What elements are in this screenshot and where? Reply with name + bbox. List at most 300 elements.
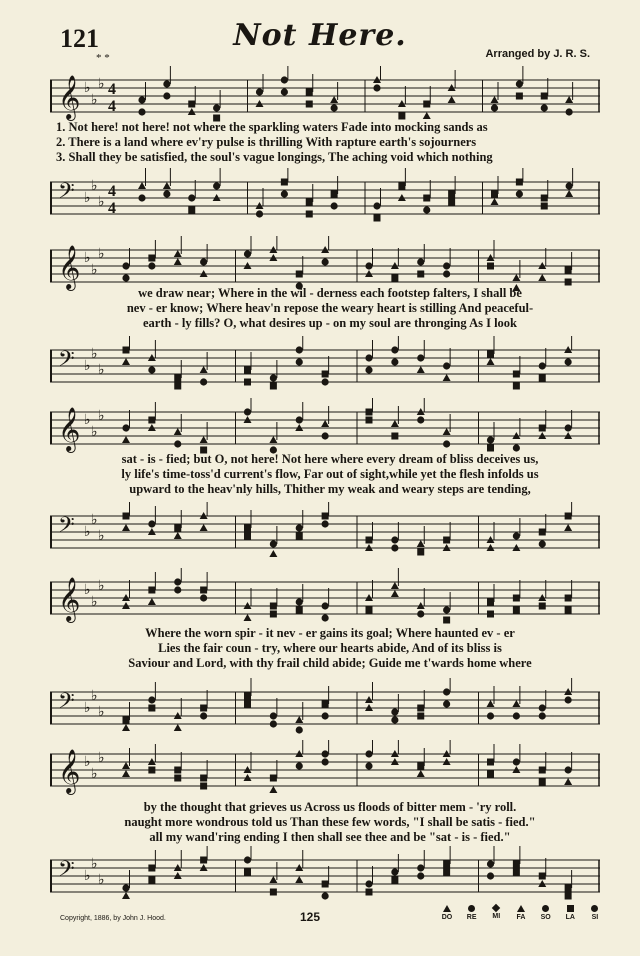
note-head	[365, 354, 372, 361]
note-head	[148, 696, 155, 703]
note-head	[443, 428, 451, 435]
note-head	[331, 202, 338, 209]
note-head	[565, 696, 572, 703]
note-head	[148, 767, 155, 774]
lyric-verse-1: Where the worn spir - it nev - er gains its goal; Where haunted ev - er	[145, 626, 515, 640]
note-head	[295, 876, 303, 883]
note-head	[122, 884, 129, 891]
note-head	[174, 383, 181, 390]
note-head	[398, 183, 405, 190]
note-head	[391, 582, 399, 589]
solfa-legend	[436, 905, 606, 921]
note-head	[487, 263, 494, 270]
note-head	[306, 199, 313, 206]
note-head	[306, 101, 313, 108]
treble-staff-2	[50, 236, 600, 292]
note-head	[322, 892, 329, 899]
note-head	[443, 700, 450, 707]
note-head	[200, 775, 207, 782]
copyright-notice: Copyright, 1886, by John J. Hood.	[60, 915, 166, 922]
note-head	[200, 258, 207, 265]
bass-staff-2	[50, 336, 600, 392]
flat-icon: ♭	[98, 872, 105, 888]
note-head	[322, 750, 329, 757]
note-head	[270, 720, 277, 727]
note-head	[122, 358, 130, 365]
note-head	[417, 763, 424, 770]
note-head	[565, 424, 572, 431]
note-head	[244, 869, 251, 876]
note-head	[513, 532, 520, 539]
lyric-verse-1: 1. Not here! not here! not where the sparkling waters Fade into mocking sands as	[56, 120, 488, 134]
note-head	[148, 598, 156, 605]
flat-icon: ♭	[91, 688, 98, 704]
note-head	[391, 544, 398, 551]
note-head	[513, 595, 520, 602]
note-head	[391, 420, 399, 427]
note-head	[487, 860, 494, 867]
note-head	[366, 409, 373, 416]
note-head	[244, 701, 251, 708]
note-head	[188, 101, 195, 108]
note-head	[122, 892, 130, 899]
note-head	[487, 358, 495, 365]
note-head	[148, 705, 155, 712]
note-head	[374, 215, 381, 222]
note-head	[365, 762, 372, 769]
note-head	[322, 602, 329, 609]
note-head	[513, 607, 520, 614]
note-head	[539, 529, 546, 536]
round-note-icon	[542, 905, 549, 912]
note-head	[417, 540, 425, 547]
flat-icon: ♭	[91, 178, 98, 194]
solfa-si: SI	[584, 905, 606, 921]
note-head	[306, 89, 313, 96]
note-head	[443, 440, 450, 447]
note-head	[148, 417, 155, 424]
flat-icon: ♭	[84, 190, 91, 206]
note-head	[491, 96, 499, 103]
bass-staff-3	[50, 502, 600, 558]
note-head	[200, 857, 207, 864]
note-head	[295, 716, 303, 723]
note-head	[443, 688, 450, 695]
note-head	[123, 717, 130, 724]
note-head	[566, 108, 573, 115]
note-head	[366, 889, 373, 896]
note-head	[244, 525, 251, 532]
lyric-verse-2: Lies the fair coun - try, where our hearts abide, And of its bliss is	[158, 641, 502, 655]
note-head	[122, 262, 129, 269]
flat-icon: ♭	[91, 262, 98, 278]
note-head	[296, 271, 303, 278]
flat-icon: ♭	[91, 594, 98, 610]
lyric-verse-1: sat - is - fied; but O, not here! Not here where every dream of bliss deceives us,	[121, 452, 539, 466]
note-head	[513, 861, 520, 868]
note-head	[391, 716, 398, 723]
note-head	[539, 603, 546, 610]
note-head	[270, 889, 277, 896]
note-head	[148, 366, 155, 373]
note-head	[122, 770, 130, 777]
flat-icon: ♭	[98, 76, 105, 92]
time-signature-bottom: 4	[108, 98, 116, 115]
solfa-fa: FA	[510, 905, 532, 921]
note-head	[538, 274, 546, 281]
treble-clef-icon: 𝄞	[58, 577, 81, 621]
note-head	[296, 416, 303, 423]
note-head	[148, 255, 155, 262]
note-head	[122, 724, 130, 731]
note-head	[296, 762, 303, 769]
hymn-title: Not Here.	[233, 18, 407, 53]
note-head	[296, 598, 303, 605]
note-head	[148, 865, 155, 872]
note-head	[163, 182, 171, 189]
round-note-icon	[591, 905, 598, 912]
note-head	[391, 708, 398, 715]
note-head	[391, 868, 398, 875]
note-head	[443, 617, 450, 624]
note-head	[366, 537, 373, 544]
note-head	[565, 96, 573, 103]
note-head	[270, 611, 277, 618]
note-head	[331, 191, 338, 198]
note-head	[123, 513, 130, 520]
note-head	[322, 520, 329, 527]
flat-icon: ♭	[98, 578, 105, 594]
note-head	[296, 607, 303, 614]
time-signature-top: 4	[108, 81, 116, 98]
note-head	[423, 195, 430, 202]
note-head	[443, 362, 450, 369]
note-head	[322, 432, 329, 439]
note-head	[487, 445, 494, 452]
note-head	[296, 533, 303, 540]
treble-staff-5	[50, 740, 600, 796]
note-head	[443, 869, 450, 876]
note-head	[244, 533, 251, 540]
note-head	[138, 108, 145, 115]
note-head	[322, 712, 329, 719]
note-head	[213, 104, 220, 111]
lyric-verse-3: earth - ly fills? O, what desires up - on my soul are thronging As I look	[143, 316, 517, 330]
note-head	[513, 712, 520, 719]
lyrics-system-4	[56, 626, 604, 671]
note-head	[322, 758, 329, 765]
note-head	[200, 366, 208, 373]
note-head	[516, 80, 523, 87]
note-head	[174, 775, 181, 782]
note-head	[391, 536, 398, 543]
treble-clef-icon: 𝄞	[58, 407, 81, 451]
treble-staff-3	[50, 398, 600, 454]
note-head	[487, 436, 494, 443]
note-head	[269, 876, 277, 883]
note-head	[270, 383, 277, 390]
note-head	[423, 101, 430, 108]
treble-clef-icon: 𝄞	[58, 75, 81, 119]
lyric-verse-3: upward to the heav'nly hills, Thither my weak and weary steps are tending,	[129, 482, 531, 496]
flat-icon: ♭	[98, 194, 105, 210]
note-head	[365, 262, 372, 269]
note-head	[513, 383, 520, 390]
note-head	[417, 549, 424, 556]
flat-icon: ♭	[98, 246, 105, 262]
note-head	[244, 250, 251, 257]
bass-clef-icon: 𝄢	[58, 347, 75, 377]
lyric-verse-1: we draw near; Where in the wil - derness each footstep falters, I shall be	[138, 286, 522, 300]
note-head	[244, 408, 251, 415]
note-head	[366, 607, 373, 614]
note-head	[244, 693, 251, 700]
note-head	[148, 877, 155, 884]
note-head	[487, 599, 494, 606]
note-head	[122, 436, 130, 443]
note-head	[200, 436, 208, 443]
note-head	[417, 258, 424, 265]
note-head	[487, 771, 494, 778]
flat-icon: ♭	[84, 582, 91, 598]
lyric-verse-2: naught more wondrous told us Than these few words, "I shall be satis - fied."	[124, 815, 536, 829]
note-head	[565, 513, 572, 520]
note-head	[539, 375, 546, 382]
treble-staff-1	[50, 66, 600, 122]
note-head	[281, 88, 288, 95]
bass-clef-icon: 𝄢	[58, 857, 75, 887]
bass-clef-icon: 𝄢	[58, 179, 75, 209]
note-head	[423, 112, 431, 119]
note-head	[417, 354, 424, 361]
flat-icon: ♭	[84, 524, 91, 540]
note-head	[539, 712, 546, 719]
note-head	[163, 80, 170, 87]
solfa-do: DO	[436, 905, 458, 921]
note-head	[188, 194, 195, 201]
flat-icon: ♭	[84, 412, 91, 428]
note-head	[331, 104, 338, 111]
note-head	[541, 104, 548, 111]
note-head	[200, 712, 207, 719]
bass-staff-1	[50, 168, 600, 224]
note-head	[487, 351, 494, 358]
note-head	[174, 258, 182, 265]
lyric-verse-1: by the thought that grieves us Across us floods of bitter mem - 'ry roll.	[143, 800, 517, 814]
note-head	[281, 179, 288, 186]
note-head	[366, 417, 373, 424]
note-head	[539, 362, 546, 369]
note-head	[391, 433, 398, 440]
note-head	[513, 758, 520, 765]
note-head	[417, 610, 424, 617]
note-head	[491, 198, 499, 205]
note-head	[565, 279, 572, 286]
note-head	[270, 374, 277, 381]
note-head	[174, 767, 181, 774]
flat-icon: ♭	[98, 408, 105, 424]
flat-icon: ♭	[91, 512, 98, 528]
note-head	[448, 191, 455, 198]
note-head	[512, 274, 520, 281]
treble-clef-icon: 𝄞	[58, 749, 81, 793]
note-head	[398, 113, 405, 120]
note-head	[443, 537, 450, 544]
flat-icon: ♭	[98, 528, 105, 544]
solfa-re: RE	[461, 905, 483, 921]
note-head	[565, 595, 572, 602]
note-head	[487, 759, 494, 766]
note-head	[487, 872, 494, 879]
bass-clef-icon: 𝄢	[58, 689, 75, 719]
note-head	[487, 611, 494, 618]
note-head	[244, 367, 251, 374]
note-head	[322, 378, 329, 385]
note-head	[200, 378, 207, 385]
note-head	[566, 182, 573, 189]
lyric-verse-3: Saviour and Lord, with thy frail child abide; Guide me t'wards home where	[128, 656, 532, 670]
note-head	[138, 182, 146, 189]
note-head	[513, 869, 520, 876]
solfa-so: SO	[535, 905, 557, 921]
note-head	[539, 425, 546, 432]
treble-staff-4	[50, 568, 600, 624]
flat-icon: ♭	[84, 358, 91, 374]
note-head	[174, 586, 181, 593]
note-head	[122, 274, 129, 281]
note-head	[174, 440, 181, 447]
triangle-note-icon	[443, 905, 451, 912]
note-head	[306, 211, 313, 218]
note-head	[512, 700, 520, 707]
half-triangle-note-icon	[517, 905, 525, 912]
diamond-note-icon	[492, 904, 500, 912]
note-head	[448, 96, 456, 103]
note-head	[417, 271, 424, 278]
note-head	[174, 724, 182, 731]
note-head	[296, 358, 303, 365]
page-number: 125	[300, 910, 321, 924]
lyric-verse-2: 2. There is a land where ev'ry pulse is thrilling With rapture earth's sojourners	[56, 135, 477, 149]
note-head	[148, 520, 155, 527]
note-head	[541, 203, 548, 210]
note-head	[322, 258, 329, 265]
note-head	[565, 766, 572, 773]
note-head	[539, 873, 546, 880]
stars-mark: * *	[96, 52, 110, 64]
note-head	[443, 262, 450, 269]
note-head	[200, 587, 207, 594]
note-head	[269, 786, 277, 793]
note-head	[174, 525, 181, 532]
note-head	[174, 532, 182, 539]
note-head	[565, 358, 572, 365]
lyric-verse-2: ly life's time-toss'd current's flow, Far out of sight,while yet the flesh infolds us	[121, 467, 539, 481]
note-head	[391, 358, 398, 365]
flat-icon: ♭	[98, 750, 105, 766]
note-head	[417, 770, 425, 777]
note-head	[487, 712, 494, 719]
bass-clef-icon: 𝄢	[58, 513, 75, 543]
flat-icon: ♭	[91, 424, 98, 440]
note-head	[122, 524, 130, 531]
note-head	[270, 603, 277, 610]
note-head	[174, 250, 182, 257]
note-head	[565, 267, 572, 274]
note-head	[200, 524, 208, 531]
note-head	[541, 195, 548, 202]
solfa-la: LA	[559, 905, 581, 921]
flat-icon: ♭	[91, 766, 98, 782]
note-head	[244, 379, 251, 386]
flat-icon: ♭	[91, 856, 98, 872]
note-head	[539, 540, 546, 547]
note-head	[565, 607, 572, 614]
lyrics-system-2	[56, 286, 604, 331]
note-head	[296, 524, 303, 531]
note-head	[516, 93, 523, 100]
flat-icon: ♭	[84, 250, 91, 266]
note-head	[391, 275, 398, 282]
lyrics-system-1	[56, 120, 604, 165]
note-head	[516, 190, 523, 197]
note-head	[123, 347, 130, 354]
flat-icon: ♭	[84, 754, 91, 770]
lyric-verse-3: 3. Shall they be satisfied, the soul's vague longings, The aching void which nothing	[56, 150, 493, 164]
note-head	[174, 578, 181, 585]
note-head	[213, 182, 220, 189]
note-head	[443, 270, 450, 277]
note-head	[174, 428, 182, 435]
note-head	[513, 444, 520, 451]
note-head	[330, 96, 338, 103]
note-head	[487, 700, 495, 707]
note-head	[539, 779, 546, 786]
note-head	[322, 513, 329, 520]
treble-clef-icon: 𝄞	[58, 245, 81, 289]
note-head	[491, 191, 498, 198]
time-signature-top: 4	[108, 183, 116, 200]
note-head	[270, 712, 277, 719]
note-head	[373, 84, 380, 91]
note-head	[565, 190, 573, 197]
note-head	[423, 206, 430, 213]
note-head	[491, 104, 498, 111]
note-head	[322, 881, 329, 888]
flat-icon: ♭	[84, 868, 91, 884]
note-head	[365, 880, 372, 887]
square-note-icon	[567, 905, 574, 912]
note-head	[321, 420, 329, 427]
note-head	[163, 92, 170, 99]
note-head	[270, 540, 277, 547]
note-head	[443, 861, 450, 868]
lyrics-system-3	[56, 452, 604, 497]
note-head	[256, 88, 263, 95]
note-head	[138, 194, 145, 201]
flat-icon: ♭	[98, 704, 105, 720]
note-head	[417, 366, 425, 373]
note-head	[148, 587, 155, 594]
note-head	[269, 550, 277, 557]
round-note-icon	[468, 905, 475, 912]
flat-icon: ♭	[98, 362, 105, 378]
note-head	[513, 371, 520, 378]
note-head	[281, 76, 288, 83]
note-head	[417, 713, 424, 720]
note-head	[541, 93, 548, 100]
hymn-number: 121	[60, 24, 99, 53]
